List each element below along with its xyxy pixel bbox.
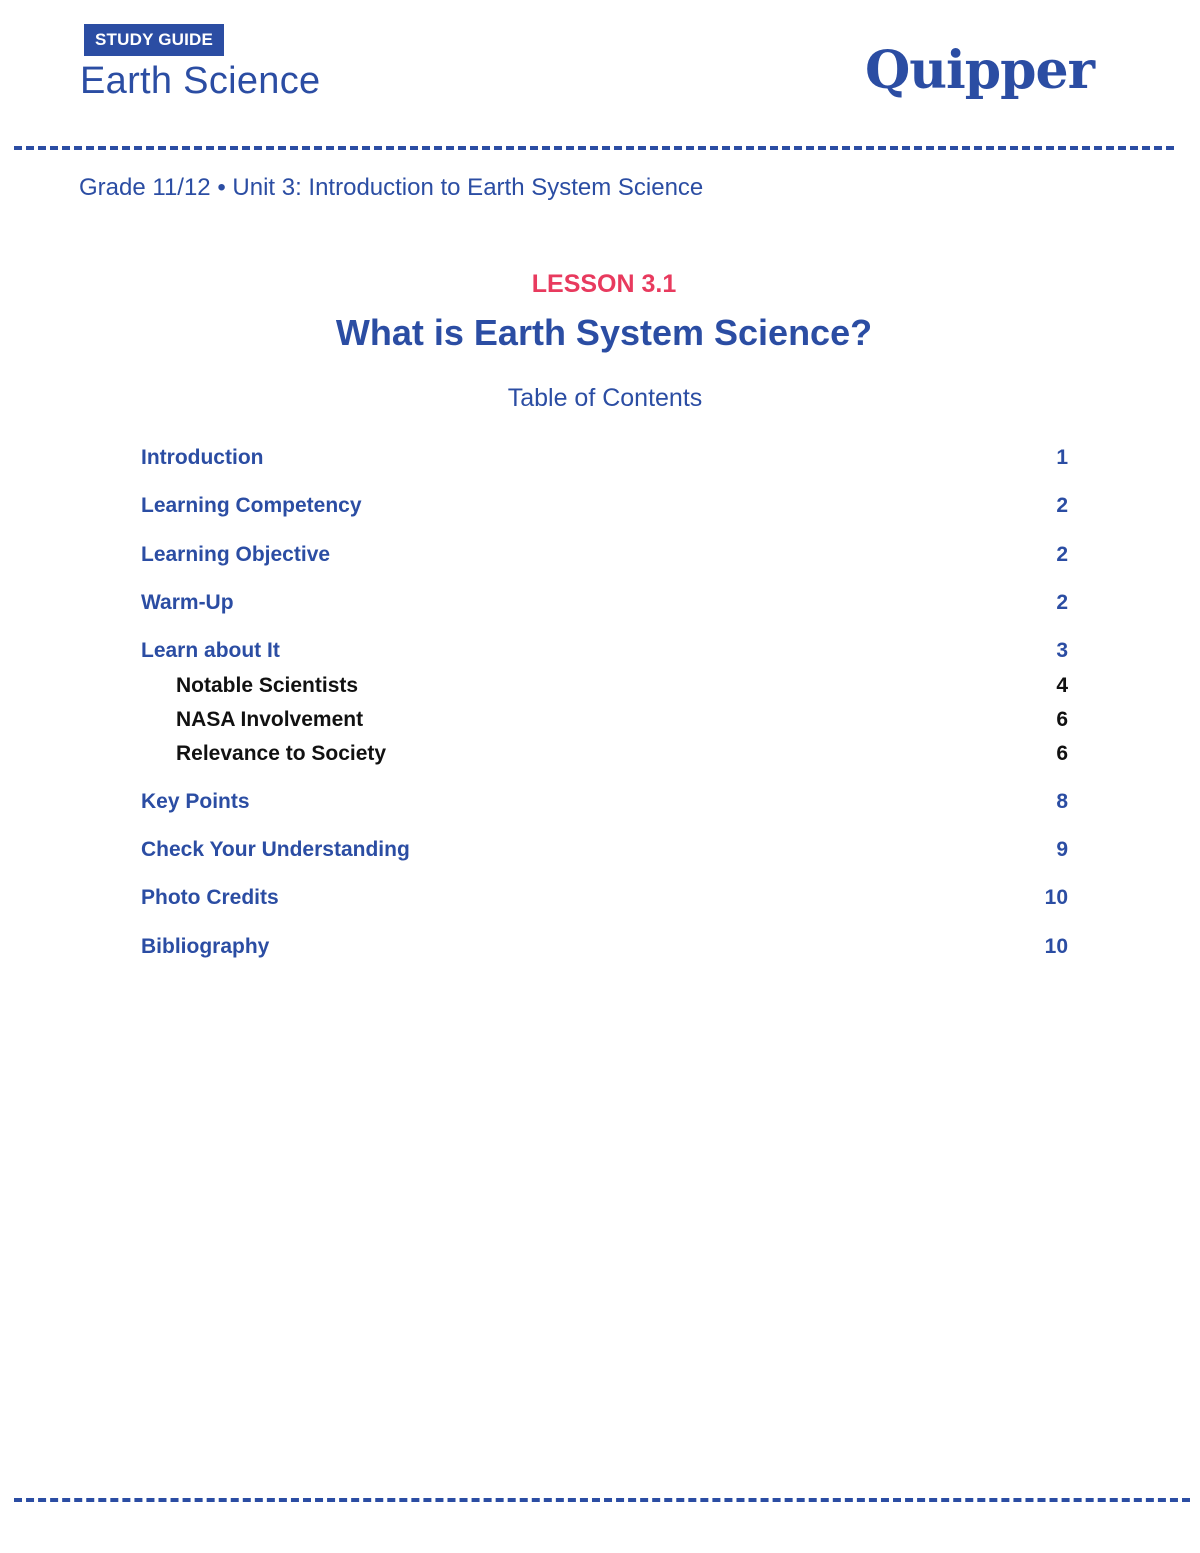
toc-entry-label: Learn about It (141, 639, 280, 662)
toc-entry-page: 4 (1056, 674, 1068, 697)
toc-entry-page: 3 (1056, 639, 1068, 662)
grade-unit-line: Grade 11/12 • Unit 3: Introduction to Earth System Science (79, 174, 704, 201)
toc-entry-label: Relevance to Society (176, 742, 387, 765)
toc-entry-label: Notable Scientists (176, 674, 359, 697)
toc-entry-page: 1 (1056, 446, 1068, 469)
toc-entry-label: Introduction (141, 446, 264, 469)
lesson-title: What is Earth System Science? (335, 312, 873, 353)
toc-entry-introduction[interactable] (141, 443, 1068, 473)
toc-entry-photo-credits[interactable] (141, 883, 1068, 913)
toc-entry-bibliography[interactable] (141, 932, 1068, 962)
toc-entry-label: Photo Credits (141, 886, 279, 909)
toc-entry-warm-up[interactable] (141, 588, 1068, 618)
toc-subentry-notable-scientists[interactable] (176, 671, 1068, 701)
toc-entry-page: 8 (1056, 790, 1068, 813)
toc-entry-label: Bibliography (141, 935, 270, 958)
study-guide-badge: STUDY GUIDE (84, 24, 224, 56)
toc-entry-label: Learning Objective (141, 543, 331, 566)
toc-entry-learning-objective[interactable] (141, 540, 1068, 570)
quipper-logo: Quipper (864, 40, 1094, 101)
toc-entry-page: 10 (1044, 886, 1068, 909)
toc-entry-learning-competency[interactable] (141, 491, 1068, 521)
subject-title: Earth Science (80, 60, 321, 102)
toc-entry-page: 2 (1056, 591, 1068, 614)
toc-entry-label: Check Your Understanding (141, 838, 410, 861)
toc-entry-key-points[interactable] (141, 787, 1068, 817)
toc-entry-page: 10 (1044, 935, 1068, 958)
toc-heading: Table of Contents (507, 384, 703, 412)
toc-subentry-relevance-to-society[interactable] (176, 739, 1068, 769)
toc-entry-page: 6 (1056, 708, 1068, 731)
toc-entry-label: Learning Competency (141, 494, 362, 517)
toc-subentry-nasa-involvement[interactable] (176, 705, 1068, 735)
toc-entry-page: 2 (1056, 543, 1068, 566)
toc-entry-label: NASA Involvement (176, 708, 364, 731)
toc-entry-page: 2 (1056, 494, 1068, 517)
toc-entry-page: 6 (1056, 742, 1068, 765)
bottom-dashed-divider (14, 1498, 1190, 1502)
toc-entry-page: 9 (1056, 838, 1068, 861)
top-dashed-divider (14, 146, 1174, 150)
toc-entry-learn-about-it[interactable] (141, 636, 1068, 666)
lesson-label: LESSON 3.1 (531, 270, 677, 298)
toc-entry-label: Key Points (141, 790, 250, 813)
toc-entry-label: Warm-Up (141, 591, 234, 614)
toc-entry-check-your-understanding[interactable] (141, 835, 1068, 865)
